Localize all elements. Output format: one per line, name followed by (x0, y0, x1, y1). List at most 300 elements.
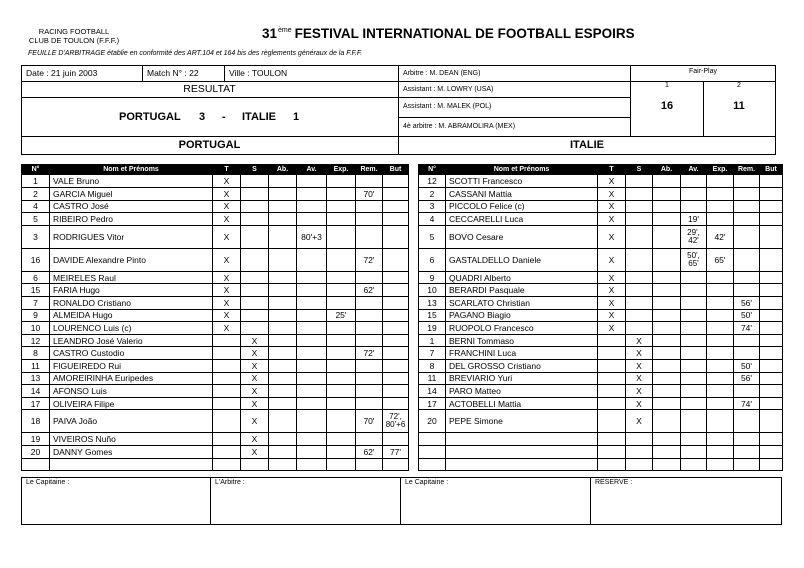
player-exp (707, 458, 734, 471)
player-s: X (241, 334, 269, 347)
player-rem (356, 433, 383, 446)
divider (398, 117, 630, 118)
divider (21, 97, 398, 98)
player-but (760, 446, 783, 459)
player-row (419, 188, 783, 201)
player-t (213, 334, 241, 347)
player-s: X (241, 410, 269, 433)
player-av (681, 322, 707, 335)
match-date: Date : 21 juin 2003 (26, 68, 98, 78)
player-ab (269, 188, 297, 201)
player-s (626, 433, 653, 446)
away-captain-signature-box (400, 477, 591, 525)
player-s: X (626, 372, 653, 385)
player-rem: 72' (356, 347, 383, 360)
player-number: 15 (419, 309, 446, 322)
player-name: AMOREIRINHA Euripedes (50, 372, 213, 385)
player-rem (734, 248, 760, 271)
player-rem (734, 446, 760, 459)
player-t: X (213, 322, 241, 335)
player-number: 8 (419, 360, 446, 373)
player-but (760, 213, 783, 226)
player-rem (734, 284, 760, 297)
player-ab (653, 200, 681, 213)
player-but (383, 433, 409, 446)
player-row (22, 347, 409, 360)
player-exp (707, 410, 734, 433)
column-header-no: N° (419, 164, 446, 175)
player-but (383, 248, 409, 271)
player-number: 3 (419, 200, 446, 213)
away-roster-table (418, 164, 783, 471)
player-row (419, 200, 783, 213)
player-av: 50', 65' (681, 248, 707, 271)
player-but (760, 372, 783, 385)
player-exp (707, 309, 734, 322)
player-t: X (213, 297, 241, 310)
player-t (213, 397, 241, 410)
player-exp (327, 410, 356, 433)
player-exp (327, 458, 356, 471)
player-av (297, 200, 327, 213)
player-rem (356, 322, 383, 335)
player-number: 5 (22, 213, 50, 226)
player-rem (356, 225, 383, 248)
player-exp (327, 271, 356, 284)
player-t (598, 433, 626, 446)
player-but (760, 322, 783, 335)
player-rem (734, 213, 760, 226)
player-number: 10 (419, 284, 446, 297)
player-exp (707, 322, 734, 335)
player-but (383, 175, 409, 188)
player-t: X (598, 225, 626, 248)
player-t: X (213, 225, 241, 248)
player-row (419, 322, 783, 335)
player-name: VIVEIROS Nuño (50, 433, 213, 446)
player-rem (356, 213, 383, 226)
player-av (297, 213, 327, 226)
player-s (241, 458, 269, 471)
player-ab (269, 200, 297, 213)
player-name: LOURENCO Luis (c) (50, 322, 213, 335)
player-number (419, 446, 446, 459)
divider (398, 97, 630, 98)
player-rem (734, 175, 760, 188)
player-ab (269, 433, 297, 446)
player-rem (734, 458, 760, 471)
player-ab (653, 385, 681, 398)
away-score: 1 (293, 111, 300, 123)
player-ab (653, 446, 681, 459)
player-but (760, 385, 783, 398)
player-row (22, 175, 409, 188)
player-name: GASTALDELLO Daniele (446, 248, 598, 271)
match-number: Match N° : 22 (147, 68, 199, 78)
player-av (297, 175, 327, 188)
player-exp (327, 188, 356, 201)
player-row (22, 458, 409, 471)
player-s (626, 458, 653, 471)
player-but (383, 360, 409, 373)
player-t: X (598, 297, 626, 310)
player-s (241, 297, 269, 310)
player-but (383, 225, 409, 248)
player-exp (327, 334, 356, 347)
divider (142, 65, 143, 81)
fair-play-score-home: 16 (660, 100, 674, 112)
reserve-box (590, 477, 782, 525)
player-number: 14 (419, 385, 446, 398)
fair-play-label: Fair-Play (688, 68, 717, 75)
player-ab (269, 372, 297, 385)
away-captain-label: Le Capitaine : (405, 479, 449, 486)
player-name: DANNY Gomes (50, 446, 213, 459)
player-exp (707, 446, 734, 459)
player-exp (327, 175, 356, 188)
player-ab (653, 271, 681, 284)
player-number: 7 (22, 297, 50, 310)
player-ab (269, 248, 297, 271)
column-header-t: T (213, 164, 241, 175)
player-exp (707, 372, 734, 385)
column-header-s: S (626, 164, 653, 175)
player-ab (269, 175, 297, 188)
player-row (419, 372, 783, 385)
player-ab (653, 188, 681, 201)
player-number: 6 (22, 271, 50, 284)
player-t: X (598, 188, 626, 201)
player-row (22, 271, 409, 284)
player-s (626, 200, 653, 213)
player-t: X (213, 175, 241, 188)
player-av (681, 271, 707, 284)
player-av (681, 433, 707, 446)
match-city: Ville : TOULON (229, 68, 288, 78)
player-av (681, 385, 707, 398)
player-av (681, 200, 707, 213)
player-row (22, 360, 409, 373)
player-ab (269, 297, 297, 310)
home-captain-label: Le Capitaine : (26, 479, 70, 486)
player-ab (653, 397, 681, 410)
player-row (419, 248, 783, 271)
player-row (419, 385, 783, 398)
player-name: GARCIA Miguel (50, 188, 213, 201)
player-ab (653, 458, 681, 471)
player-av: 19' (681, 213, 707, 226)
player-ab (653, 297, 681, 310)
player-name: ALMEIDA Hugo (50, 309, 213, 322)
player-number: 13 (419, 297, 446, 310)
player-rem (734, 385, 760, 398)
player-s: X (241, 433, 269, 446)
player-av (681, 309, 707, 322)
player-name: SCOTTI Francesco (446, 175, 598, 188)
player-but (760, 284, 783, 297)
player-exp: 42' (707, 225, 734, 248)
player-rem: 72' (356, 248, 383, 271)
player-av (681, 446, 707, 459)
page-title (262, 26, 635, 41)
player-exp (707, 334, 734, 347)
player-av (297, 188, 327, 201)
player-rem: 70' (356, 410, 383, 433)
column-header-ab: Ab. (653, 164, 681, 175)
player-av (297, 385, 327, 398)
player-row (22, 322, 409, 335)
player-name: QUADRI Alberto (446, 271, 598, 284)
player-t: X (213, 271, 241, 284)
player-av (297, 360, 327, 373)
player-exp (327, 446, 356, 459)
player-av (297, 410, 327, 433)
player-rem (734, 433, 760, 446)
player-av (681, 397, 707, 410)
column-header-no: N° (22, 164, 50, 175)
player-s: X (241, 360, 269, 373)
title-text: FESTIVAL INTERNATIONAL DE FOOTBALL ESPOIRS (294, 26, 635, 41)
player-t: X (598, 248, 626, 271)
title-superscript: ème (278, 27, 292, 34)
player-av (681, 297, 707, 310)
player-number: 7 (419, 347, 446, 360)
player-rem: 62' (356, 446, 383, 459)
column-header-s: S (241, 164, 269, 175)
player-exp (707, 188, 734, 201)
player-row (419, 334, 783, 347)
player-rem (356, 360, 383, 373)
player-but (383, 297, 409, 310)
player-ab (653, 309, 681, 322)
player-exp (327, 322, 356, 335)
player-rem (734, 347, 760, 360)
player-s (241, 213, 269, 226)
player-s: X (626, 385, 653, 398)
player-but (760, 188, 783, 201)
player-t (213, 446, 241, 459)
player-exp (327, 200, 356, 213)
player-number: 2 (22, 188, 50, 201)
player-ab (653, 372, 681, 385)
referee-label: L'Arbitre : (215, 479, 245, 486)
player-s (626, 322, 653, 335)
subtitle: FEUILLE D'ARBITRAGE établie en conformité des ART.104 et 164 bis des règlements généraux de la F.F.F. (28, 50, 363, 57)
home-team-name: PORTUGAL (119, 111, 181, 123)
player-ab (269, 347, 297, 360)
player-s (241, 271, 269, 284)
column-header-av: Av. (681, 164, 707, 175)
player-row (22, 410, 409, 433)
player-rem (356, 200, 383, 213)
player-s (626, 271, 653, 284)
player-exp (707, 397, 734, 410)
player-number: 10 (22, 322, 50, 335)
player-av (297, 334, 327, 347)
player-name: FARIA Hugo (50, 284, 213, 297)
player-number: 4 (22, 200, 50, 213)
player-rem (356, 385, 383, 398)
player-row (419, 225, 783, 248)
player-rem (734, 271, 760, 284)
player-row (419, 410, 783, 433)
player-ab (653, 334, 681, 347)
player-but (760, 397, 783, 410)
player-exp (327, 284, 356, 297)
column-header-name: Nom et Prénoms (50, 164, 213, 175)
player-t (213, 360, 241, 373)
player-rem (734, 200, 760, 213)
player-row (419, 309, 783, 322)
player-s: X (626, 410, 653, 433)
player-exp (707, 175, 734, 188)
player-s: X (241, 372, 269, 385)
player-t (598, 334, 626, 347)
player-name: PICCOLO Felice (c) (446, 200, 598, 213)
player-rem: 56' (734, 372, 760, 385)
player-ab (269, 334, 297, 347)
player-av (297, 271, 327, 284)
player-but (383, 271, 409, 284)
player-s: X (241, 385, 269, 398)
player-av (297, 372, 327, 385)
player-name: VALE Bruno (50, 175, 213, 188)
player-t: X (598, 322, 626, 335)
player-row (419, 271, 783, 284)
player-number (419, 433, 446, 446)
player-number: 20 (419, 410, 446, 433)
player-row (22, 372, 409, 385)
player-rem (356, 297, 383, 310)
player-av: 29', 42' (681, 225, 707, 248)
player-name: CASTRO Custodio (50, 347, 213, 360)
player-number: 18 (22, 410, 50, 433)
player-rem (734, 410, 760, 433)
club-line-1: RACING FOOTBALL (38, 27, 110, 36)
player-av (297, 322, 327, 335)
away-team-name: ITALIE (242, 111, 277, 123)
player-av (681, 410, 707, 433)
player-rem: 74' (734, 397, 760, 410)
player-row (22, 385, 409, 398)
player-s (241, 284, 269, 297)
player-number: 20 (22, 446, 50, 459)
player-but (383, 213, 409, 226)
player-row (419, 297, 783, 310)
player-but (760, 334, 783, 347)
player-row (22, 309, 409, 322)
player-name: BOVO Cesare (446, 225, 598, 248)
column-header-av: Av. (297, 164, 327, 175)
player-row (22, 225, 409, 248)
club-line-2: CLUB DE TOULON (F.F.F.) (28, 36, 120, 45)
player-name: ACTOBELLI Mattia (446, 397, 598, 410)
player-av (681, 360, 707, 373)
player-ab (653, 360, 681, 373)
player-exp: 25' (327, 309, 356, 322)
player-row (22, 284, 409, 297)
player-but (383, 322, 409, 335)
divider (630, 65, 631, 136)
player-t: X (598, 271, 626, 284)
player-row (22, 297, 409, 310)
player-t (598, 372, 626, 385)
player-rem (734, 188, 760, 201)
column-header-ab: Ab. (269, 164, 297, 175)
player-name: PAGANO Biagio (446, 309, 598, 322)
player-number: 2 (419, 188, 446, 201)
player-rem (356, 175, 383, 188)
player-s: X (241, 347, 269, 360)
player-name: CASTRO José (50, 200, 213, 213)
player-exp (707, 271, 734, 284)
player-row (22, 397, 409, 410)
player-ab (653, 433, 681, 446)
result-label: RESULTAT (183, 83, 236, 95)
home-roster-table (21, 164, 409, 471)
player-ab (653, 175, 681, 188)
player-name: RONALDO Cristiano (50, 297, 213, 310)
player-exp (327, 385, 356, 398)
reserve-label: RESERVE : (595, 479, 633, 486)
player-number (419, 458, 446, 471)
player-number: 6 (419, 248, 446, 271)
player-s (241, 175, 269, 188)
player-number: 12 (22, 334, 50, 347)
player-but (760, 225, 783, 248)
player-row (22, 213, 409, 226)
player-rem (356, 372, 383, 385)
player-name: CECCARELLI Luca (446, 213, 598, 226)
player-name: FRANCHINI Luca (446, 347, 598, 360)
player-av: 80'+3 (297, 225, 327, 248)
player-row (419, 397, 783, 410)
player-s (241, 322, 269, 335)
player-but (383, 334, 409, 347)
player-exp (327, 213, 356, 226)
player-s: X (626, 360, 653, 373)
player-rem: 50' (734, 309, 760, 322)
player-ab (653, 322, 681, 335)
player-but (760, 200, 783, 213)
player-rem (356, 309, 383, 322)
player-t (598, 458, 626, 471)
player-number: 1 (419, 334, 446, 347)
column-header-exp: Exp. (707, 164, 734, 175)
player-exp (707, 284, 734, 297)
player-row (22, 433, 409, 446)
player-t: X (213, 200, 241, 213)
player-name (446, 433, 598, 446)
player-number (22, 458, 50, 471)
player-ab (269, 410, 297, 433)
home-team-header: PORTUGAL (178, 139, 241, 151)
player-s (626, 284, 653, 297)
player-ab (269, 385, 297, 398)
fair-play-col-1: 1 (665, 82, 669, 89)
player-name: AFONSO Luis (50, 385, 213, 398)
player-av (681, 372, 707, 385)
player-but (760, 271, 783, 284)
player-s (241, 309, 269, 322)
player-but (383, 309, 409, 322)
player-t: X (598, 175, 626, 188)
club-name (22, 27, 126, 45)
referee-name: Arbitre : M. DEAN (ENG) (403, 70, 481, 77)
player-but (760, 410, 783, 433)
player-t (598, 347, 626, 360)
player-s: X (626, 334, 653, 347)
